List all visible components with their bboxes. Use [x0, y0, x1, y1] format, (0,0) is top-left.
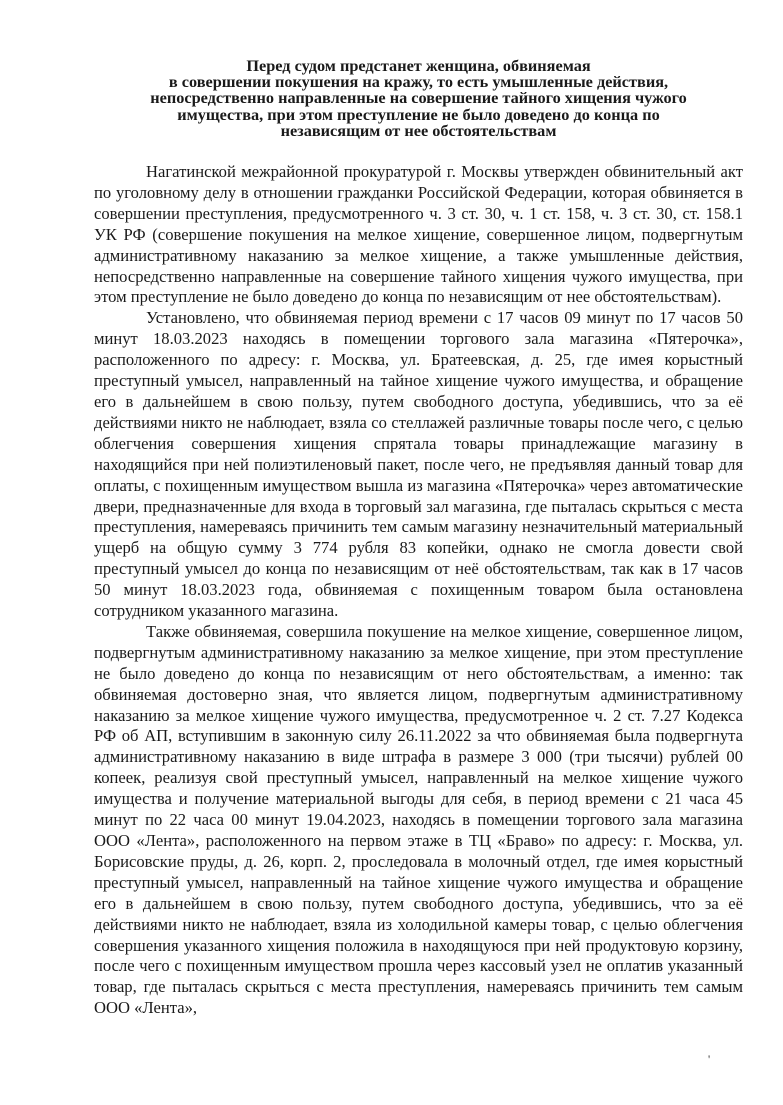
document-title [94, 58, 743, 139]
document-body [94, 162, 743, 1019]
title-line: непосредственно направленные на совершение тайного хищения чужого [150, 88, 687, 108]
title-line: имущества, при этом преступление не было доведено до конца по [177, 104, 660, 124]
paragraph-indictment: Нагатинской межрайонной прокуратурой г. Москвы утвержден обвинительный акт по уголовному делу в отношении гражданки Российской Федерации, которая обвиняется в совершении преступления, предусмотренного ч. 3 ст. 30, ч. 1 ст. 158, ч. 3 ст. 30, ст. 158.1 УК РФ (совершение покушения на мелкое хищение, совершенное лицом, подвергнутым административному наказанию за мелкое хищение, а также умышленные действия, непосредственно направленные на совершение тайного хищения чужого имущества, при этом преступление не было доведено до конца по независящим от нее обстоятельствам). [94, 162, 743, 307]
paragraph-first-episode: Установлено, что обвиняемая период времени с 17 часов 09 минут по 17 часов 50 минут 18.03.2023 находясь в помещении торгового зала магазина «Пятерочка», расположенного по адресу: г. Москва, ул. Братеевская, д. 25, где имея корыстный преступный умысел, направленный на тайное хищение чужого имущества, и обращение его в дальнейшем в свою пользу, путем свободного доступа, убедившись, что за её действиями никто не наблюдает, взяла со стеллажей различные товары после чего, с целью облегчения совершения хищения спрятала товары принадлежащие магазину в находящийся при ней полиэтиленовый пакет, после чего, не предъявляя данный товар для оплаты, с похищенным имуществом вышла из магазина «Пятерочка» через автоматические двери, предназначенные для входа в торговый зал магазина, где пыталась скрыться с места преступления, намереваясь причинить тем самым магазину незначительный материальный ущерб на общую сумму 3 774 рубля 83 копейки, однако не смогла довести свой преступный умысел до конца по независящим от неё обстоятельствам, так как в 17 часов 50 минут 18.03.2023 года, обвиняемая с похищенным товаром была остановлена сотрудником указанного магазина. [94, 308, 743, 621]
title-line: в совершении покушения на кражу, то есть умышленные действия, [168, 72, 669, 92]
page-mark: ' [708, 1052, 711, 1066]
paragraph-second-episode: Также обвиняемая, совершила покушение на мелкое хищение, совершенное лицом, подвергнутым административному наказанию за мелкое хищение, при этом преступление не было доведено до конца по независящим от него обстоятельствам, а именно: так обвиняемая достоверно зная, что является лицом, подвергнутым административному наказанию за мелкое хищение чужого имущества, предусмотренное ч. 2 ст. 7.27 Кодекса РФ об АП, вступившим в законную силу 26.11.2022 за что обвиняемая была подвергнута административному наказанию в виде штрафа в размере 3 000 (три тысячи) рублей 00 копеек, реализуя свой преступный умысел, направленный на мелкое хищение чужого имущества и получение материальной выгоды для себя, в период времени с 21 часа 45 минут по 22 часа 00 минут 19.04.2023, находясь в помещении торгового зала магазина ООО «Лента», расположенного на первом этаже в ТЦ «Браво» по адресу: г. Москва, ул. Борисовские пруды, д. 26, корп. 2, проследовала в молочный отдел, где имея корыстный преступный умысел, направленный на тайное хищение чужого имущества и обращение его в дальнейшем в свою пользу, путем свободного доступа, убедившись, что за её действиями никто не наблюдает, взяла из холодильной камеры товар, с целью облегчения совершения указанного хищения положила в находящуюся при ней продуктовую корзину, после чего с похищенным имуществом прошла через кассовый узел не оплатив указанный товар, где пыталась скрыться с места преступления, намереваясь причинить тем самым ООО «Лента», [94, 621, 743, 1018]
title-line: Перед судом предстанет женщина, обвиняемая [246, 56, 591, 75]
title-line: независящим от нее обстоятельствам [280, 120, 557, 140]
